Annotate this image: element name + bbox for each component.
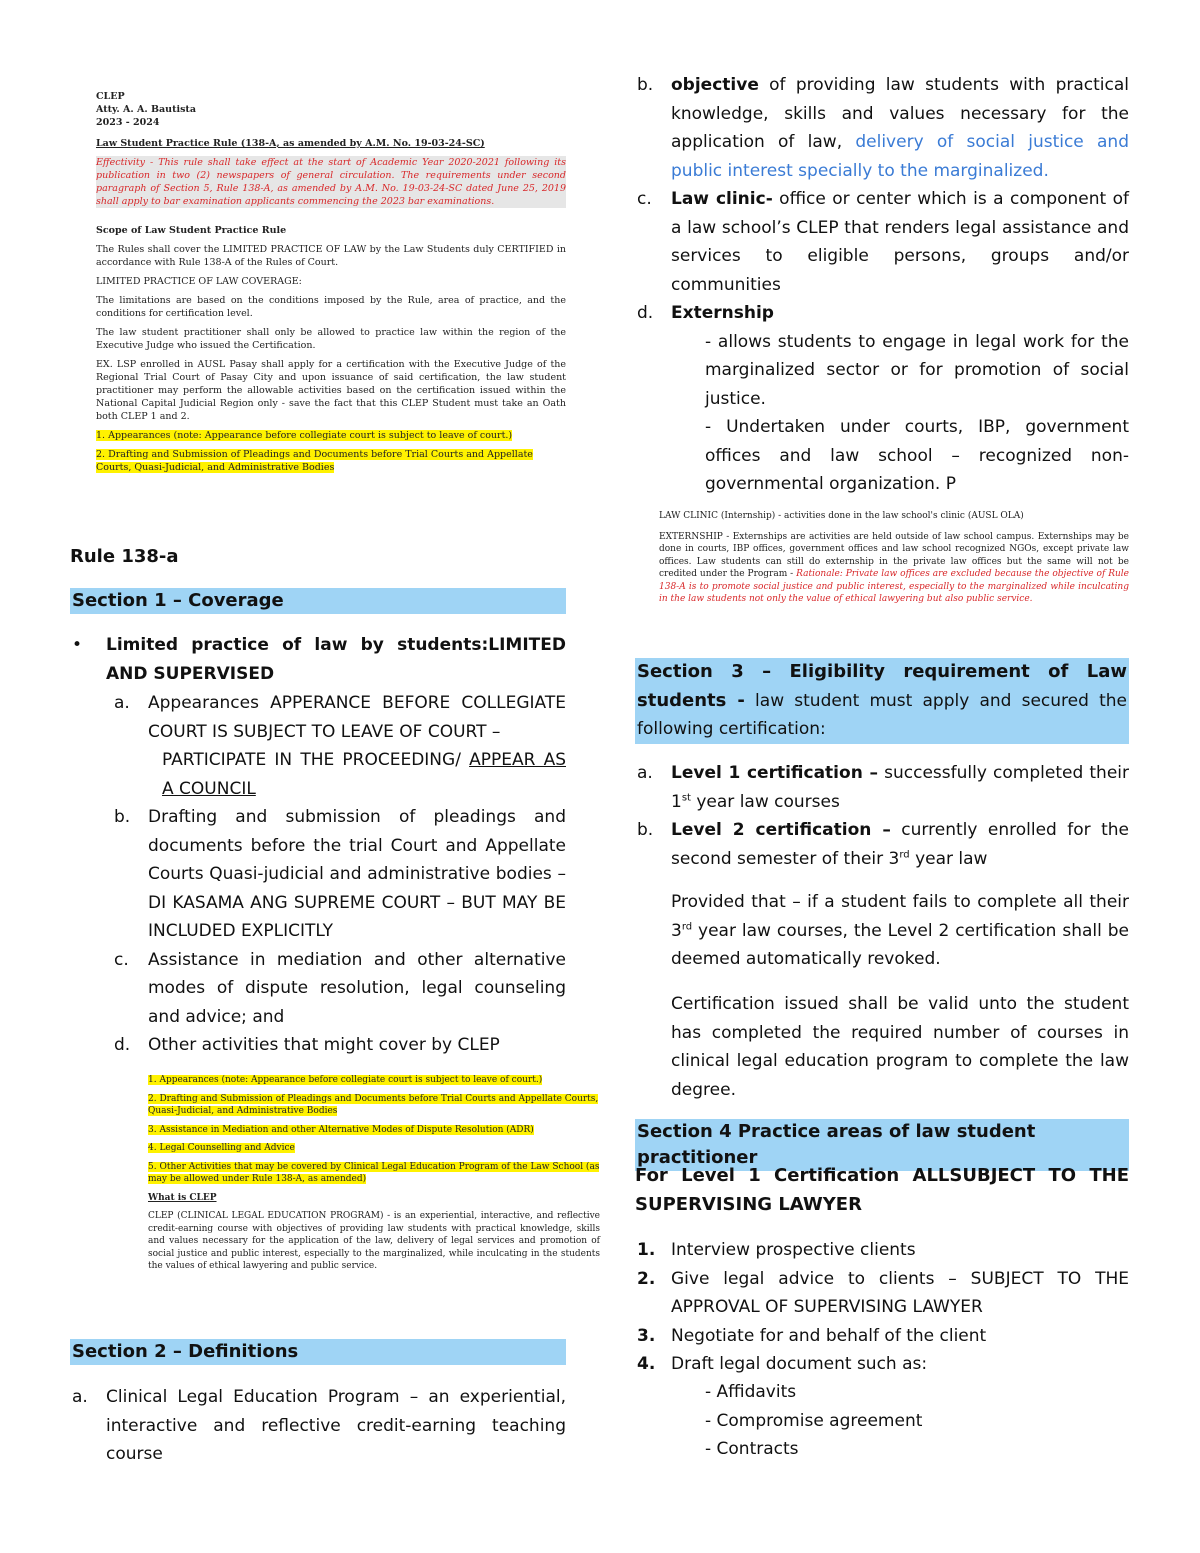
list-item-text: Draft legal document such as: xyxy=(671,1354,928,1374)
snippet-highlight: 2. Drafting and Submission of Pleadings and Documents before Trial Courts and Appellate Courts, Quasi-Judicial, and Administrative Bodies xyxy=(148,1093,599,1116)
list-marker: a. xyxy=(72,1387,88,1407)
list-marker: d. xyxy=(114,1035,131,1055)
list-marker: c. xyxy=(637,189,652,209)
list-marker: a. xyxy=(637,763,653,783)
embedded-notes-snippet-top xyxy=(96,90,566,474)
list-item-text: Negotiate for and behalf of the client xyxy=(671,1325,987,1346)
section-4-heading: Section 4 Practice areas of law student practitioner xyxy=(635,1119,1129,1171)
section-2-item-d xyxy=(637,299,1129,499)
list-marker: b. xyxy=(114,807,131,827)
list-marker: b. xyxy=(637,75,654,95)
definition-blue-text: delivery of social justice and public interest specially to the marginalized. xyxy=(671,132,1129,181)
sub-list-item: - Affidavits xyxy=(705,1382,797,1402)
snippet-law-clinic: LAW CLINIC (Internship) - activities done in the law school's clinic (AUSL OLA) xyxy=(659,511,1024,521)
indent-text: PARTICIPATE IN THE PROCEEDING/ xyxy=(162,750,470,770)
rule-heading: Rule 138-a xyxy=(70,546,179,567)
section-2-heading: Section 2 – Definitions xyxy=(70,1339,566,1365)
section-1-bullet-text: Limited practice of law by students:LIMITED AND SUPERVISED xyxy=(106,635,566,684)
list-marker: a. xyxy=(114,693,130,713)
section-3-proviso xyxy=(671,888,1129,974)
definition-text: Clinical Legal Education Program – an experiential, interactive and reflective credit-earning teaching course xyxy=(106,1387,566,1464)
ordinal-suffix: rd xyxy=(681,920,693,932)
section-3-heading-block xyxy=(635,658,1129,744)
section-3-validity: Certification issued shall be valid unto the student has completed the required number of courses in clinical legal education program to complete the law degree. xyxy=(671,994,1129,1100)
definition-sub-text: - allows students to engage in legal work for the marginalized sector or for promotion of social justice. xyxy=(705,331,1129,409)
document-types-list xyxy=(705,1378,1125,1464)
list-marker: 2. xyxy=(637,1268,656,1289)
snippet-rule-title: Law Student Practice Rule (138-A, as amended by A.M. No. 19-03-24-SC) xyxy=(96,138,485,149)
definition-term: Law clinic- xyxy=(671,189,773,209)
snippet-what-text: CLEP (CLINICAL LEGAL EDUCATION PROGRAM) - is an experiential, interactive, and reflective credit-earning course with objectives of providing law students with practical knowledge, skills and values necessary for the application of the law, delivery of legal services and promotion of social justice and public interest, especially to the marginalized, while inculcating in the students the values of ethical lawyering and public service. xyxy=(148,1211,600,1271)
level-1-heading: For Level 1 Certification ALLSUBJECT TO THE SUPERVISING LAWYER xyxy=(635,1165,1129,1215)
list-marker: 4. xyxy=(637,1354,656,1374)
snippet-scope-title: Scope of Law Student Practice Rule xyxy=(96,225,287,236)
list-item-text: Other activities that might cover by CLEP xyxy=(148,1035,500,1055)
snippet-coverage-text: The limitations are based on the conditions imposed by the Rule, area of practice, and the conditions for certification level. xyxy=(96,295,566,319)
snippet-coverage-title: LIMITED PRACTICE OF LAW COVERAGE: xyxy=(96,276,302,287)
snippet-rationale: Rationale: Private law offices are excluded because the objective of Rule 138-A is to promote social justice and public interest, especially to the marginalized while inculcating in the law students not only the value of ethical lawyering but also public service. xyxy=(659,569,1129,604)
definition-body: office or center which is a component of a law school’s CLEP that renders legal assistance and services to eligible persons, groups and/or communities xyxy=(671,189,1129,295)
definition-sub-text: - Undertaken under courts, IBP, government offices and law school – recognized non-governmental organization. P xyxy=(705,417,1129,494)
snippet-highlight: 1. Appearances (note: Appearance before collegiate court is subject to leave of court.) xyxy=(148,1075,543,1085)
section-3-item-b xyxy=(637,816,1129,873)
definition-term: Externship xyxy=(671,303,774,323)
sub-list-item: - Compromise agreement xyxy=(705,1410,923,1431)
list-item xyxy=(637,1322,1129,1351)
indent-underlined-text: APPEAR AS A COUNCIL xyxy=(162,750,566,799)
list-marker: b. xyxy=(637,820,654,840)
snippet-example-text: EX. LSP enrolled in AUSL Pasay shall apply for a certification with the Executive Judge of the Regional Trial Court of Pasay City and upon issuance of said certification, the law student practitioner may perform the allowable activities based on the certification issued within the National Capital Judicial Region only - save the fact that this CLEP Student must take an Oath both CLEP 1 and 2. xyxy=(96,359,566,422)
certification-text xyxy=(671,759,1129,816)
sub-list-item: - Contracts xyxy=(705,1439,799,1459)
list-item xyxy=(637,1265,1129,1322)
certification-tail: year law xyxy=(909,848,988,869)
section-2-item-b xyxy=(637,71,1129,185)
snippet-header-line: Atty. A. A. Bautista xyxy=(96,104,196,115)
list-item-text: Interview prospective clients xyxy=(671,1240,916,1260)
snippet-highlight: 3. Assistance in Mediation and other Alternative Modes of Dispute Resolution (ADR) xyxy=(148,1124,534,1135)
list-item xyxy=(637,1236,1129,1265)
certification-term: Level 2 certification – xyxy=(671,820,891,840)
section-1-heading: Section 1 – Coverage xyxy=(70,588,566,614)
list-item xyxy=(114,946,566,1032)
list-marker: 3. xyxy=(637,1325,656,1346)
list-item-text: Appearances APPERANCE BEFORE COLLEGIATE COURT IS SUBJECT TO LEAVE OF COURT – xyxy=(148,693,566,742)
embedded-notes-snippet-mid xyxy=(148,1074,600,1273)
list-marker: 1. xyxy=(637,1240,656,1260)
certification-body: currently enrolled for the second semester of their 3 xyxy=(671,820,1129,869)
certification-tail: year law courses xyxy=(690,791,840,812)
section-1-bullet xyxy=(72,631,566,688)
list-item xyxy=(114,1031,566,1060)
definition-text xyxy=(671,185,1129,299)
snippet-header-line: CLEP xyxy=(96,91,125,102)
section-3-title-rest: law student must apply and secured the following certification: xyxy=(637,690,1127,739)
snippet-highlight: 4. Legal Counselling and Advice xyxy=(148,1143,295,1153)
snippet-scope-text: The Rules shall cover the LIMITED PRACTICE OF LAW by the Law Students duly CERTIFIED in accordance with Rule 138-A of the Rules of Court. xyxy=(96,244,566,268)
list-item-text: Give legal advice to clients – SUBJECT TO THE APPROVAL OF SUPERVISING LAWYER xyxy=(671,1268,1129,1317)
section-3-title: Section 3 – Eligibility requirement of Law students - xyxy=(637,661,1127,711)
list-item xyxy=(114,689,566,803)
snippet-effectivity: Effectivity - This rule shall take effect at the start of Academic Year 2020-2021 following its publication in two (2) newspapers of general circulation. The requirements under second paragraph of Section 5, Rule 138-A, as amended by A.M. No. 19-03-24-SC dated June 25, 2019 shall apply to bar examination applicants commencing the 2023 bar examinations. xyxy=(96,157,566,207)
section-3-heading xyxy=(635,658,1129,744)
certification-body: successfully completed their 1 xyxy=(671,763,1129,812)
section-1-list xyxy=(114,689,566,1060)
section-4-list xyxy=(637,1236,1129,1379)
list-item-text: Drafting and submission of pleadings and documents before the trial Court and Appellate Courts Quasi-judicial and administrative bodies – DI KASAMA ANG SUPREME COURT – BUT MAY BE INCLUDED EXPLICITLY xyxy=(148,807,566,941)
definition-body: of providing law students with practical knowledge, skills and values necessary for the application of law, xyxy=(671,75,1129,152)
list-marker: d. xyxy=(637,303,654,323)
list-item xyxy=(114,803,566,946)
snippet-highlight-2: 2. Drafting and Submission of Pleadings and Documents before Trial Courts and Appellate Courts, Quasi-Judicial, and Administrative Bodies xyxy=(96,449,533,473)
ordinal-suffix: st xyxy=(681,791,691,803)
snippet-highlight-1: 1. Appearances (note: Appearance before collegiate court is subject to leave of court.) xyxy=(96,430,513,441)
bullet-dot-icon: • xyxy=(72,635,83,655)
snippet-header-line: 2023 - 2024 xyxy=(96,117,160,128)
list-item-text: Assistance in mediation and other alternative modes of dispute resolution, legal counseling and advice; and xyxy=(148,949,566,1027)
section-3-item-a xyxy=(637,759,1129,816)
section-2-item-c xyxy=(637,185,1129,299)
definition-term: objective xyxy=(671,75,759,95)
section-2-item-a xyxy=(72,1383,566,1469)
list-item-indent xyxy=(148,746,566,803)
proviso-text: Provided that – if a student fails to complete all their 3 xyxy=(671,892,1129,941)
definition-text xyxy=(671,71,1129,185)
ordinal-suffix: rd xyxy=(899,848,910,860)
snippet-externship xyxy=(659,531,1129,606)
snippet-highlight: 5. Other Activities that may be covered by Clinical Legal Education Program of the Law School (as may be allowed under Rule 138-A, as amended) xyxy=(148,1161,600,1184)
embedded-notes-snippet-right xyxy=(659,510,1129,606)
proviso-text: year law courses, the Level 2 certification shall be deemed automatically revoked. xyxy=(671,920,1129,969)
snippet-externship-text: EXTERNSHIP - Externships are activities are held outside of law school campus. Externships may be done in courts, IBP offices, government offices and law school recognized NGOs, except private law offices. Law students can still do externship in the private law offices but the same will not be credited under the Program - xyxy=(659,531,1129,579)
snippet-region-text: The law student practitioner shall only be allowed to practice law within the region of the Executive Judge who issued the Certification. xyxy=(96,327,566,351)
certification-term: Level 1 certification – xyxy=(671,763,878,783)
certification-text xyxy=(671,816,1129,873)
list-item xyxy=(637,1350,1129,1379)
list-marker: c. xyxy=(114,949,129,970)
snippet-what-title: What is CLEP xyxy=(148,1192,217,1203)
